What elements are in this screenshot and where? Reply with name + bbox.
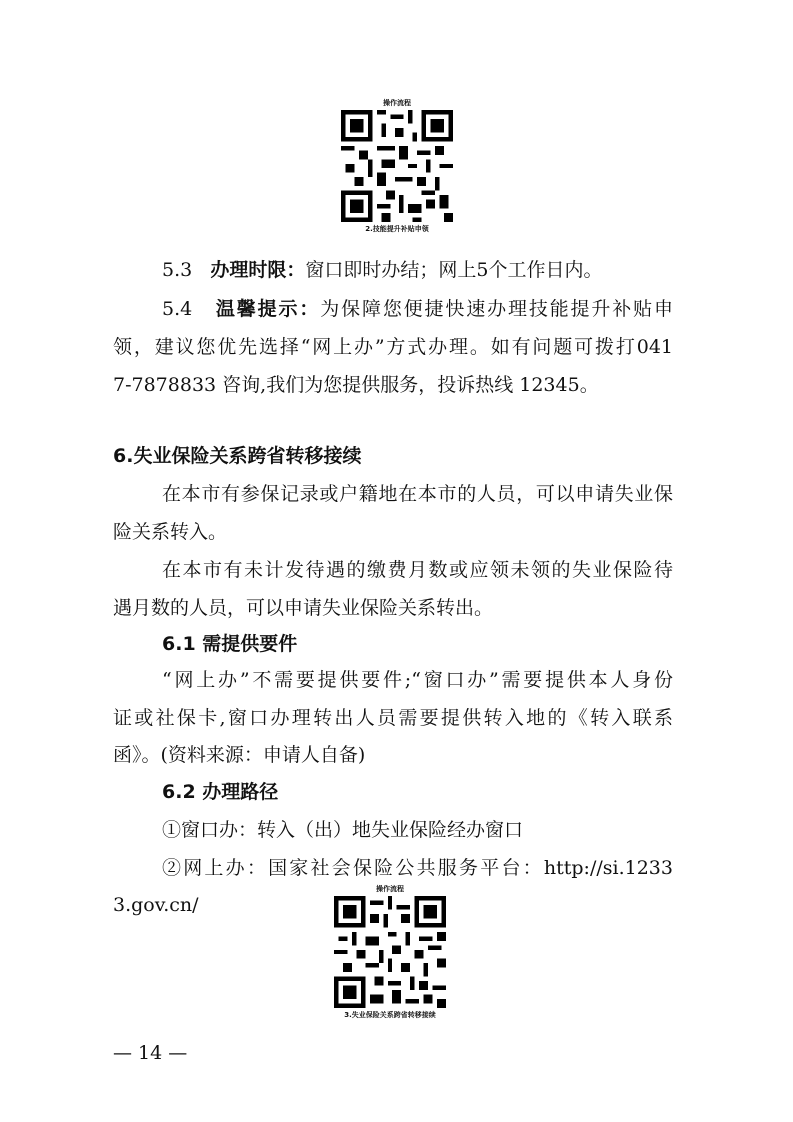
section-5-4-line2: 领，建议您优先选择“网上办”方式办理。如有问题可拨打041 <box>113 336 673 358</box>
section-6-1-heading: 6.1 需提供要件 <box>162 633 298 655</box>
section-6-heading: 6.失业保险关系跨省转移接续 <box>113 445 362 467</box>
qr-code-icon <box>341 110 453 222</box>
section-5-3 <box>162 258 602 282</box>
section-number: 5.3 <box>162 259 193 281</box>
paragraph-line: “网上办”不需要提供要件;“窗口办”需要提供本人身份 <box>162 669 673 691</box>
qr-caption-top: 操作流程 <box>383 99 411 107</box>
route-item-window: ①窗口办：转入（出）地失业保险经办窗口 <box>162 819 524 841</box>
qr-caption-top: 操作流程 <box>376 885 404 893</box>
qr-code-icon <box>334 896 446 1008</box>
paragraph-text: 为保障您便捷快速办理技能提升补贴申 <box>320 298 673 320</box>
section-label: 办理时限： <box>210 259 306 281</box>
paragraph-line: 在本市有未计发待遇的缴费月数或应领未领的失业保险待 <box>162 559 673 581</box>
paragraph-line: 险关系转入。 <box>113 521 228 543</box>
page-number: — 14 — <box>113 1042 188 1064</box>
paragraph-line: 证或社保卡,窗口办理转出人员需要提供转入地的《转入联系 <box>113 707 673 729</box>
route-item-online-url-cont: 3.gov.cn/ <box>113 894 199 916</box>
section-number: 5.4 <box>162 298 193 320</box>
paragraph-line: 函》。(资料来源：申请人自备) <box>113 744 366 766</box>
paragraph-line: 在本市有参保记录或户籍地在本市的人员，可以申请失业保 <box>162 483 673 505</box>
qr-code-block-2 <box>320 884 460 1020</box>
paragraph-line: 遇月数的人员，可以申请失业保险关系转出。 <box>113 597 494 619</box>
section-label: 温馨提示： <box>215 298 321 320</box>
route-item-online: ②网上办：国家社会保险公共服务平台：http://si.1233 <box>162 857 673 879</box>
qr-code-block-1 <box>327 98 467 234</box>
section-5-4-line3: 7-7878833 咨询,我们为您提供服务，投诉热线 12345。 <box>113 374 599 396</box>
section-text: 窗口即时办结；网上5个工作日内。 <box>305 259 603 281</box>
section-6-2-heading: 6.2 办理路径 <box>162 781 279 803</box>
qr-caption-bottom: 3.失业保险关系跨省转移接续 <box>344 1011 436 1019</box>
qr-caption-bottom: 2.技能提升补贴申领 <box>365 225 429 233</box>
section-5-4-line1 <box>162 297 673 321</box>
